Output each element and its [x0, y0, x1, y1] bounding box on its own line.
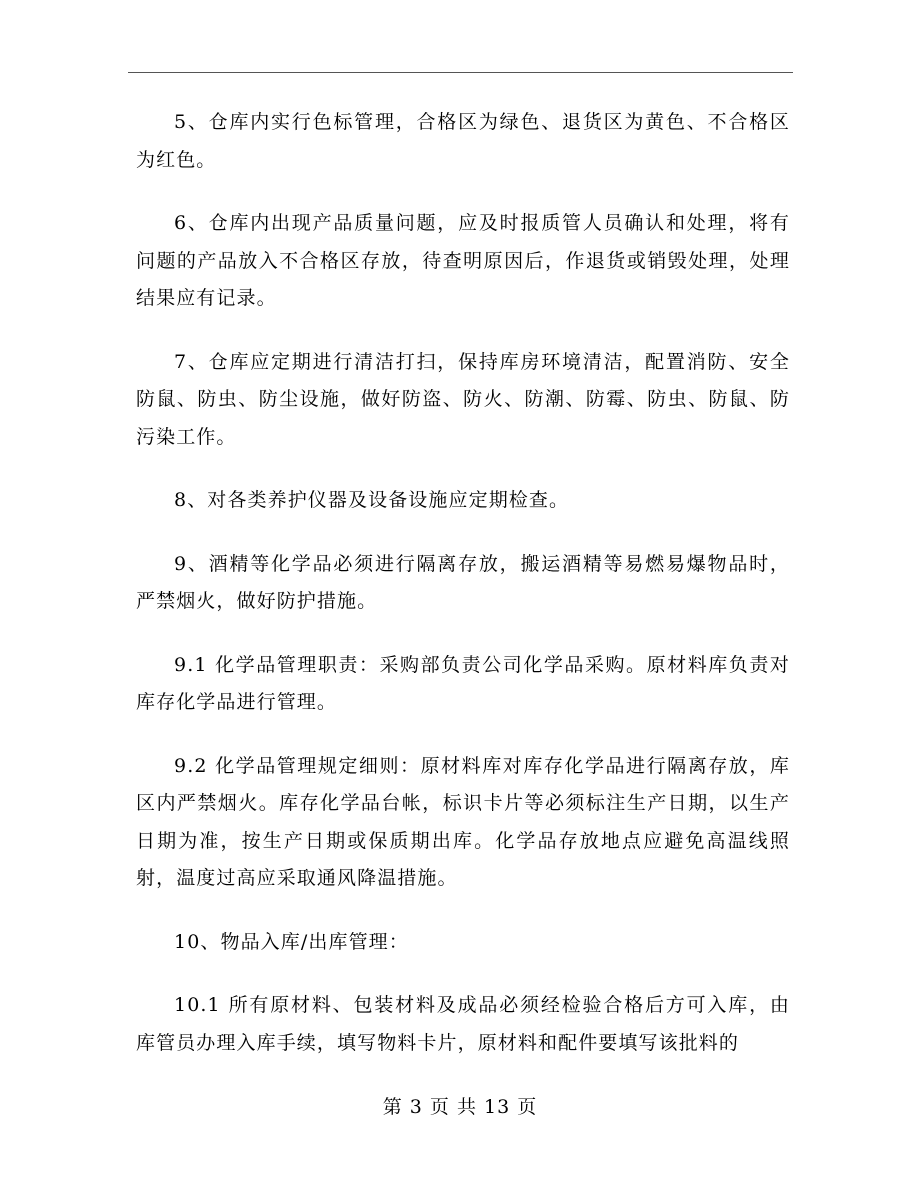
paragraph-10-1: 10.1 所有原材料、包装材料及成品必须经检验合格后方可入库，由库管员办理入库手续，填写物料卡片，原材料和配件要填写该批料的	[136, 994, 790, 1054]
paragraph-5: 5、仓库内实行色标管理，合格区为绿色、退货区为黄色、不合格区为红色。	[136, 111, 790, 171]
paragraph-9: 9、酒精等化学品必须进行隔离存放，搬运酒精等易燃易爆物品时，严禁烟火，做好防护措施。	[136, 552, 790, 612]
document-body	[136, 104, 790, 1088]
paragraph-8: 8、对各类养护仪器及设备设施应定期检查。	[174, 489, 570, 511]
paragraph-7: 7、仓库应定期进行清洁打扫，保持库房环境清洁，配置消防、安全防鼠、防虫、防尘设施，做好防盗、防火、防潮、防霉、防虫、防鼠、防污染工作。	[136, 350, 790, 448]
page-number: 第 3 页 共 13 页	[382, 1096, 538, 1118]
paragraph-9-2: 9.2 化学品管理规定细则：原材料库对库存化学品进行隔离存放，库区内严禁烟火。库存化学品台帐，标识卡片等必须标注生产日期，以生产日期为准，按生产日期或保质期出库。化学品存放地点应避免高温线照射，温度过高应采取通风降温措施。	[136, 754, 790, 889]
paragraph-10: 10、物品入库/出库管理：	[174, 930, 409, 953]
paragraph-9-1: 9.1 化学品管理职责：采购部负责公司化学品采购。原材料库负责对库存化学品进行管理。	[136, 653, 790, 713]
header-rule	[128, 72, 793, 73]
paragraph-6: 6、仓库内出现产品质量问题，应及时报质管人员确认和处理，将有问题的产品放入不合格区存放，待查明原因后，作退货或销毁处理，处理结果应有记录。	[136, 212, 790, 309]
